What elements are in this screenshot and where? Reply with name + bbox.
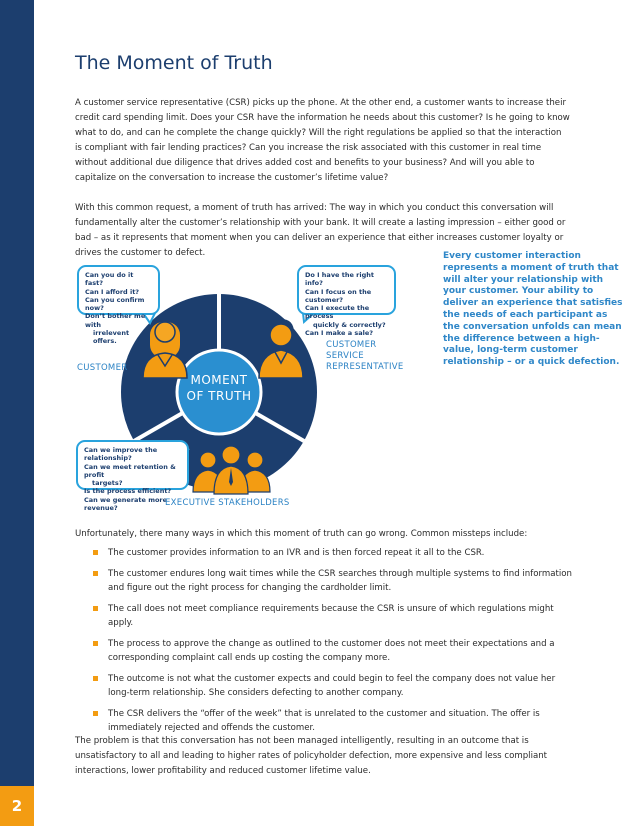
list-item: The outcome is not what the customer expects and could begin to feel the company does not value her long-term relationship. She considers defecting to another company. <box>93 672 573 700</box>
csr-question-bubble: Do I have the right info? Can I focus on the customer? Can I execute the process quickly & correctly? Can I make a sale? <box>297 265 396 315</box>
executive-question-bubble: Can we improve the relationship? Can we meet retention & profit targets? Is the process efficient? Can we generate more revenue? <box>76 440 189 490</box>
bullet-square-icon <box>93 711 98 716</box>
customer-question-bubble: Can you do it fast? Can I afford it? Can you confirm now? Don’t bother me with irrelevent offers. <box>77 265 160 315</box>
missteps-list <box>93 546 573 742</box>
bullet-square-icon <box>93 641 98 646</box>
moment-of-truth-label: MOMENT OF TRUTH <box>186 373 252 403</box>
bullet-square-icon <box>93 550 98 555</box>
list-item: The call does not meet compliance requirements because the CSR is unsure of which regulations might apply. <box>93 602 573 630</box>
missteps-intro: Unfortunately, there many ways in which this moment of truth can go wrong. Common missteps include: <box>75 529 528 539</box>
page-title: The Moment of Truth <box>75 52 273 74</box>
executive-stakeholders-label: EXECUTIVE STAKEHOLDERS <box>165 498 290 508</box>
customer-label: CUSTOMER <box>77 363 128 373</box>
bullet-square-icon <box>93 606 98 611</box>
bullet-square-icon <box>93 676 98 681</box>
intro-paragraph-2: With this common request, a moment of truth has arrived: The way in which you conduct this conversation will fundamentally alter the customer’s relationship with your bank. It will create a lasting impression – either good or bad – as it represents that moment when you can deliver an experience that either increases customer loyalty or drives the customer to defect. <box>75 203 566 258</box>
list-item: The customer endures long wait times while the CSR searches through multiple systems to find information and figure out the right process for changing the cardholder limit. <box>93 567 573 595</box>
bullet-square-icon <box>93 571 98 576</box>
conclusion-paragraph: The problem is that this conversation has not been managed intelligently, resulting in an outcome that is unsatisfactory to all and leading to higher rates of policyholder defection, more expensive and less compliant interactions, lower profitability and reduced customer lifetime value. <box>75 736 548 776</box>
list-item: The customer provides information to an IVR and is then forced repeat it all to the CSR. <box>93 546 573 560</box>
page-number: 2 <box>0 786 34 826</box>
csr-label: CUSTOMER SERVICE REPRESENTATIVE <box>326 340 404 372</box>
list-item: The CSR delivers the “offer of the week” that is unrelated to the customer and situation. The offer is immediately rejected and offends the customer. <box>93 707 573 735</box>
pull-quote-callout: Every customer interaction represents a moment of truth that will alter your relationship with your customer. Your ability to deliver an experience that satisfies the needs of each participant as the conversation unfolds can mean the difference between a high-value, long-term customer relationship – or a quick defection. <box>443 251 623 368</box>
intro-paragraph-1: A customer service representative (CSR) picks up the phone. At the other end, a customer wants to increase their credit card spending limit. Does your CSR have the information he needs about this customer? Is he going to know what to do, and can he complete the change quickly? Will the right regulations be applied so that the interaction is compliant with fair lending practices? Can you increase the risk associated with this customer in real time without additional due diligence that drives added cost and benefits to your business? And will you able to capitalize on the conversation to increase the customer’s lifetime value? <box>75 98 570 183</box>
list-item: The process to approve the change as outlined to the customer does not meet their expectations and a corresponding complaint call ends up costing the company more. <box>93 637 573 665</box>
